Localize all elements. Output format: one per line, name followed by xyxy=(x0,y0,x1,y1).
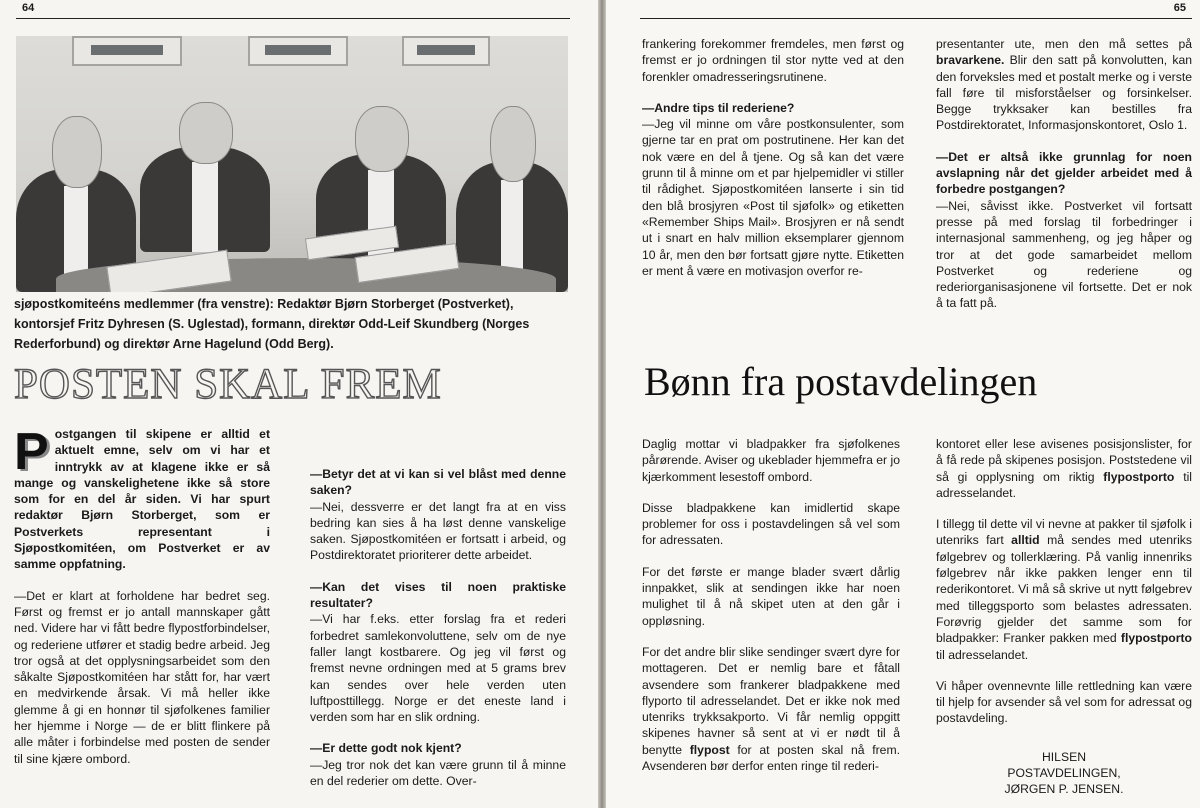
wall-painting xyxy=(402,36,490,66)
interview-column-1 xyxy=(642,36,904,294)
paragraph: For det første er mange blader svært dårlig innpakket, slik at sendingen ikke har noen mulighet til å nå skipet uten at den går i oppløsning. xyxy=(642,564,900,628)
paragraph: Disse bladpakkene kan imidlertid skape problemer for oss i postavdelingen så vel som for adressaten. xyxy=(642,500,900,548)
paragraph: —Det er klart at forholdene har bedret seg. Først og fremst er jo antall mannskaper gått ned. Videre har vi fått bedre flypostforbindelser, og rederiene utfører et stadig bedre arbeid. Jeg tror også at det opplysningsarbeidet som den såkalte Sjøpostkomitéen har stått for, har vært en medvirkende årsak. Vi må heller ikke glemme å gi en honnør til sjøfolkenes familier her hjemme i Norge — de er blitt flinkere på alle måter i forbindelse med posten de sender til sine kjære ombord. xyxy=(14,588,270,766)
drop-cap: P xyxy=(14,423,49,481)
intro-text: ostgangen til skipene er alltid et aktuelt emne, selv om vi har et inntrykk av at klagene ikke er så mange og vanskelighetene ikke så store som for en del år siden. Vi har spurt redaktør Bjørn Storberget, som er Postverkets representant i Sjøpostkomitéen, om Postverket er av samme oppfatning. xyxy=(14,427,270,572)
paragraph: presentanter ute, men den må settes på bravarkene. Blir den satt på konvolutten, kan den forveksles med et postalt merke og i verste fall føre til misforståelser og forsinkelser. Begge trykksaker kan bestilles fra Postdirektoratet, Informasjonskontoret, Oslo 1. xyxy=(936,37,1192,133)
paragraph: Daglig mottar vi bladpakker fra sjøfolkenes pårørende. Aviser og ukeblader hjemmefra er jo kjærkomment lesestoff ombord. xyxy=(642,437,900,484)
paragraph: frankering forekommer fremdeles, men først og fremst er jo ordningen til stor nytte ved at den forenkler omadresseringsrutinene. xyxy=(642,37,904,84)
interview-column-2 xyxy=(936,36,1192,327)
answer: —Nei, såvisst ikke. Postverket vil fortsatt presse på med forslag til forbedringer i internasjonal sammenheng, og jeg håper og tror at det gode samarbeidet mellom Postverket og rederiene og rederiorganisasjonene vil fortsette. Det er nok å ta fatt på. xyxy=(936,198,1192,311)
page-number: 65 xyxy=(1173,2,1186,14)
question: —Kan det vises til noen praktiske resultater? xyxy=(310,579,566,611)
wall-painting xyxy=(72,36,182,66)
wall-painting xyxy=(248,36,348,66)
signature-line: JØRGEN P. JENSEN. xyxy=(1004,782,1124,797)
letter-column-1 xyxy=(642,436,900,789)
header-rule xyxy=(16,18,570,19)
right-page xyxy=(606,0,1200,808)
book-gutter xyxy=(598,0,606,808)
article-headline: Bønn fra postavdelingen xyxy=(644,359,1038,404)
letter-column-2 xyxy=(936,436,1192,798)
page-number: 64 xyxy=(22,2,35,14)
paragraph: kontoret eller lese avisenes posisjonslister, for å få rede på skipenes posisjon. Poststedene vil så gi opplysning om riktig flypostporto til adresselandet. xyxy=(936,437,1192,500)
committee-photo xyxy=(16,36,568,292)
question: —Det er altså ikke grunnlag for noen avslapning når det gjelder arbeidet med å forbedre postgangen? xyxy=(936,149,1192,197)
article-headline: POSTEN SKAL FREM xyxy=(14,361,442,408)
paragraph: For det andre blir slike sendinger svært dyre for mottageren. Det er nemlig bare et fåtall avsendere som frankerer bladpakkene med flyporto til adresselandet. Det er ikke nok med utenriks trykksakporto. Vi får nemlig oppgitt skipenes havner så sent at vi er nødt til å benytte flypost for at posten skal nå frem. Avsenderen bør derfor enten ringe til rederi- xyxy=(642,644,900,774)
signature-line: HILSEN xyxy=(1041,749,1087,764)
signature-line: POSTAVDELINGEN, xyxy=(1007,766,1121,781)
paragraph: I tillegg til dette vil vi nevne at pakker til sjøfolk i utenriks fart alltid må sendes med utenriks følgebrev og tollerklæring. På vanlig innenriks følgebrev når ikke pakken lenger enn til rederikontoret. Vi må så skrive ut nytt følgebrev med tilleggsporto som belastes adressaten. Forøvrig gjelder det samme som for bladpakker: Franker pakken med flypostporto til adresselandet. xyxy=(936,517,1192,662)
middle-column xyxy=(310,466,566,804)
person-dyhresen xyxy=(140,102,270,252)
answer: —Nei, dessverre er det langt fra at en viss bedring kan sies å ha løst denne vanskelige saken. Sjøpostkomitéen er fortsatt i arbeid, og Postdirektoratet prioriterer dette arbeidet. xyxy=(310,499,566,563)
answer: —Jeg tror nok det kan være grunn til å minne en del rederier om dette. Over- xyxy=(310,757,566,789)
question: —Er dette godt nok kjent? xyxy=(310,741,462,756)
question: —Andre tips til rederiene? xyxy=(642,100,795,115)
answer: —Vi har f.eks. etter forslag fra et rederi forbedret samlekonvoluttene, selv om de nye faller langt kostbarere. Og jeg vil først og fremst nevne ordningen med at 5 grams brev kan sendes over hele verden uten luftposttillegg. Norge er det eneste land i verden som har en slik ordning. xyxy=(310,612,566,725)
photo-caption: sjøpostkomiteéns medlemmer (fra venstre): Redaktør Bjørn Storberget (Postverket), kontorsjef Fritz Dyhresen (S. Uglestad), formann, direktør Odd-Leif Skundberg (Norges Rederforbund) og direktør Arne Hagelund (Odd Berg). xyxy=(14,297,530,351)
header-rule xyxy=(640,18,1192,19)
article-intro xyxy=(14,423,270,573)
left-page xyxy=(0,0,598,808)
signature-block xyxy=(936,749,1192,798)
left-column xyxy=(14,423,270,782)
answer: —Jeg vil minne om våre postkonsulenter, som gjerne tar en prat om postrutinene. Her kan det nok være en del å tjene. Og så kan det være grunn til å minne om et par hjelpemidler vi stiller til rådighet. Sjøpostkomitéen lanserte i sin tid den blå brosjyren «Post til sjøfolk» og etiketten «Remember Ships Mail». Brosjyren er nå sendt ut i snart en halv million eksemplarer gjennom 10 år, men den bør fortsatt gjøre nytte. Etiketten er ment å være en motivasjon overfor re- xyxy=(642,117,904,278)
paragraph: Vi håper ovennevnte lille rettledning kan være til hjelp for avsender så vel som for adressat og postavdeling. xyxy=(936,678,1192,726)
question: —Betyr det at vi kan si vel blåst med denne saken? xyxy=(310,467,566,498)
